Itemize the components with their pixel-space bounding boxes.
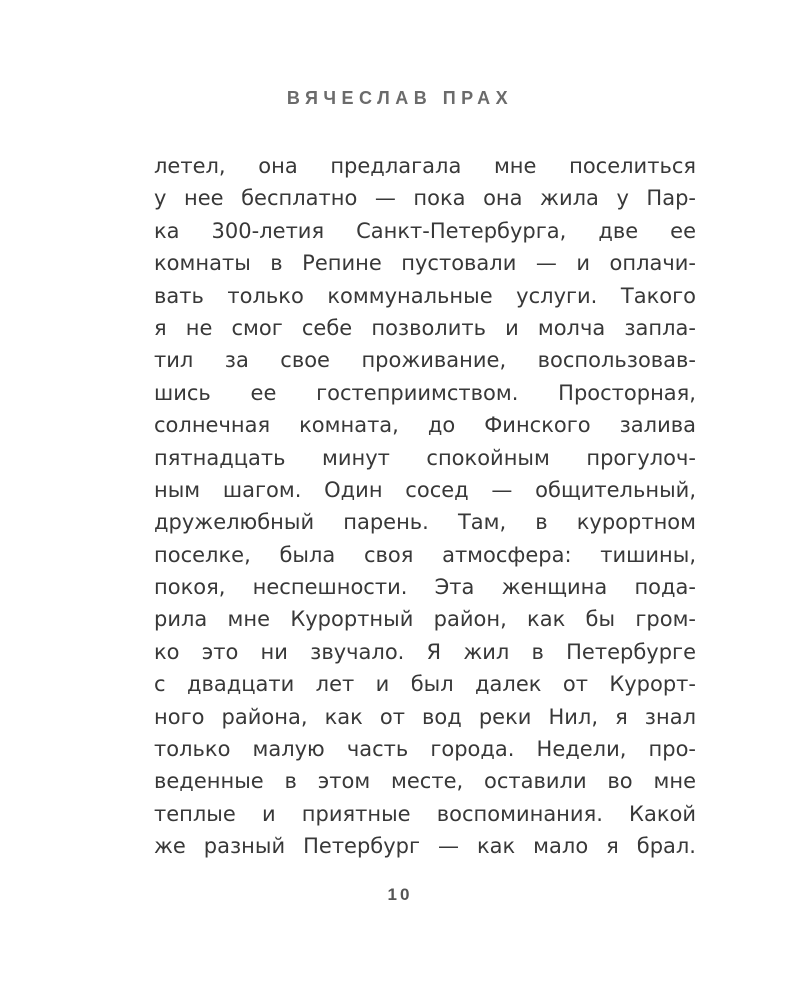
text-line: шись ее гостеприимством. Просторная, [154,380,696,405]
text-line: с двадцати лет и был далек от Курорт- [154,672,696,697]
text-line: пятнадцать минут спокойным прогулоч- [154,445,696,470]
text-line: тил за свое проживание, воспользовав- [154,348,696,373]
running-header-author: ВЯЧЕСЛАВ ПРАХ [286,88,514,108]
text-line: веденные в этом месте, оставили во мне [154,769,696,794]
text-line: ка 300-летия Санкт-Петербурга, две ее [154,218,696,243]
body-text [154,150,696,863]
text-line: рила мне Курортный район, как бы гром- [154,607,696,632]
text-line: только малую часть города. Недели, про- [154,737,696,762]
text-line: я не смог себе позволить и молча запла- [154,315,696,340]
page-number: 10 [387,885,413,904]
text-line: ного района, как от вод реки Нил, я знал [154,704,696,729]
text-line: у нее бесплатно — пока она жила у Пар- [154,186,696,211]
text-line: солнечная комната, до Финского залива [154,413,696,438]
text-line: летел, она предлагала мне поселиться [154,154,696,178]
text-line: комнаты в Репине пустовали — и оплачи- [154,251,696,276]
text-line: дружелюбный парень. Там, в курортном [154,510,696,535]
text-line: вать только коммунальные услуги. Такого [154,283,696,308]
text-line: покоя, неспешности. Эта женщина пода- [154,575,696,600]
text-line: же разный Петербург — как мало я брал. [154,834,696,859]
text-line: поселке, была своя атмосфера: тишины, [154,542,696,567]
text-line: теплые и приятные воспоминания. Какой [154,801,696,826]
text-line: ным шагом. Один сосед — общительный, [154,477,696,502]
text-line: ко это ни звучало. Я жил в Петербурге [154,639,696,664]
